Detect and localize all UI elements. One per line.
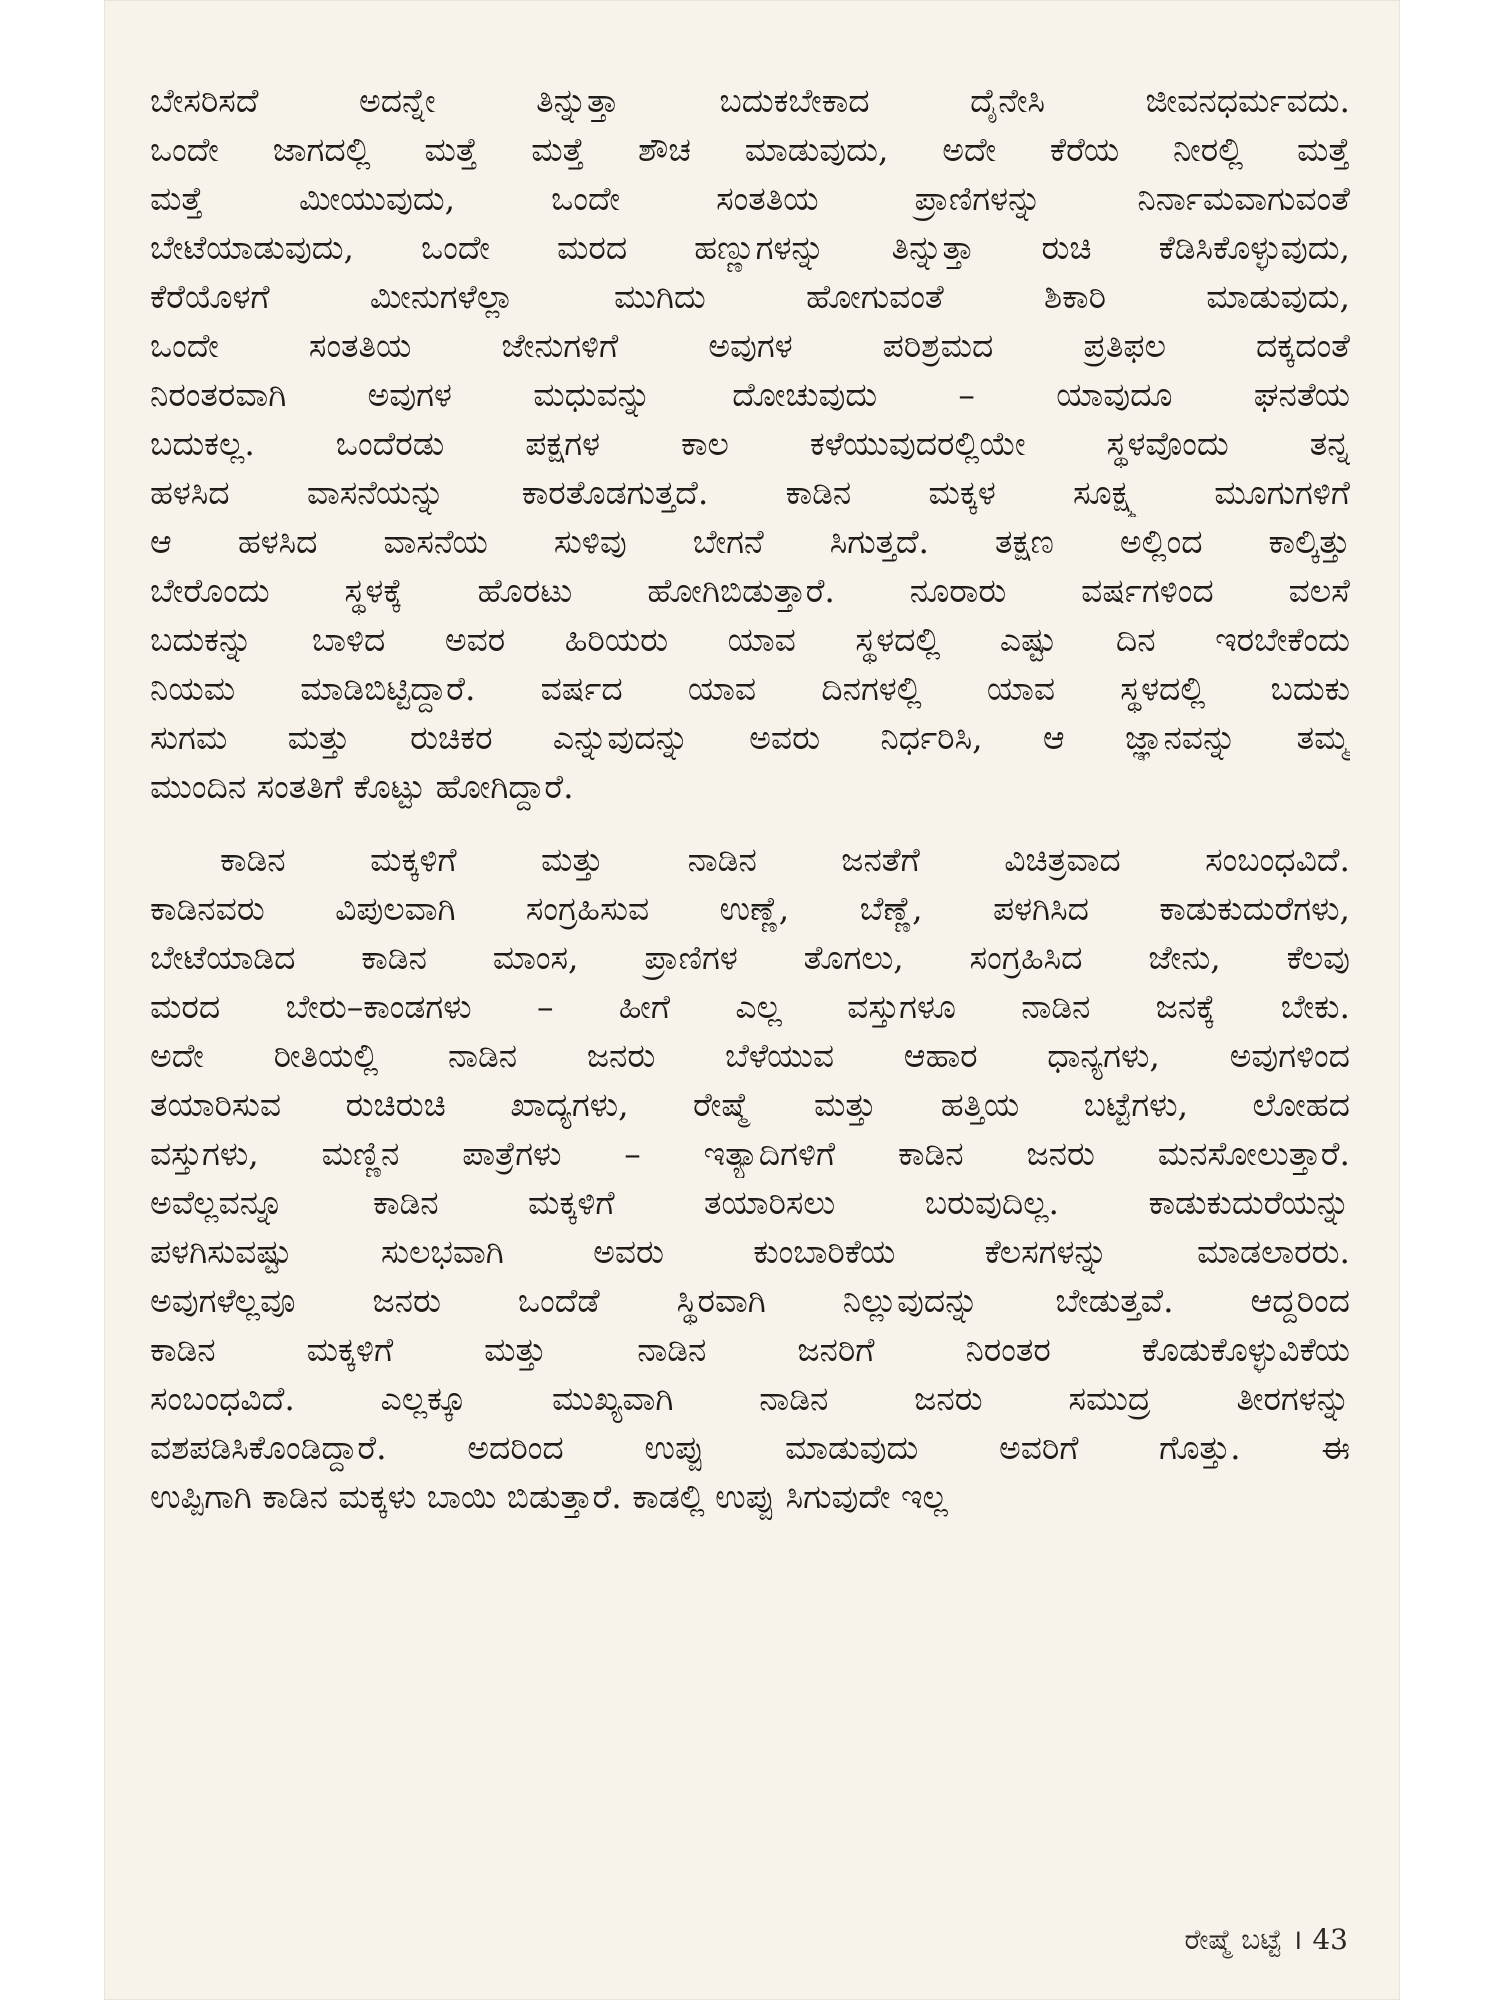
page-footer — [1184, 1920, 1348, 1958]
text-line: ಕಾಡಿನವರು ವಿಪುಲವಾಗಿ ಸಂಗ್ರಹಿಸುವ ಉಣ್ಣೆ, ಬೆಣ್ಣೆ, ಪಳಗಿಸಿದ ಕಾಡುಕುದುರೆಗಳು, — [150, 889, 1350, 928]
text-line: ತಯಾರಿಸುವ ರುಚಿರುಚಿ ಖಾದ್ಯಗಳು, ರೇಷ್ಮೆ ಮತ್ತು ಹತ್ತಿಯ ಬಟ್ಟೆಗಳು, ಲೋಹದ — [150, 1085, 1350, 1124]
text-line: ಒಂದೇ ಸಂತತಿಯ ಜೇನುಗಳಿಗೆ ಅವುಗಳ ಪರಿಶ್ರಮದ ಪ್ರತಿಫಲ ದಕ್ಕದಂತೆ — [150, 326, 1350, 365]
text-line: ವಸ್ತುಗಳು, ಮಣ್ಣಿನ ಪಾತ್ರೆಗಳು – ಇತ್ಯಾದಿಗಳಿಗೆ ಕಾಡಿನ ಜನರು ಮನಸೋಲುತ್ತಾರೆ. — [150, 1134, 1350, 1173]
text-line: ಮತ್ತೆ ಮೀಯುವುದು, ಒಂದೇ ಸಂತತಿಯ ಪ್ರಾಣಿಗಳನ್ನು ನಿರ್ನಾಮವಾಗುವಂತೆ — [150, 179, 1350, 218]
text-line: ಬದುಕಲ್ಲ. ಒಂದೆರಡು ಪಕ್ಷಗಳ ಕಾಲ ಕಳೆಯುವುದರಲ್ಲಿಯೇ ಸ್ಥಳವೊಂದು ತನ್ನ — [150, 424, 1350, 463]
running-title: ರೇಷ್ಮೆ ಬಟ್ಟೆ — [1184, 1923, 1282, 1956]
text-line: ಒಂದೇ ಜಾಗದಲ್ಲಿ ಮತ್ತೆ ಮತ್ತೆ ಶೌಚ ಮಾಡುವುದು, ಅದೇ ಕೆರೆಯ ನೀರಲ್ಲಿ ಮತ್ತೆ — [150, 130, 1350, 169]
text-line: ಮರದ ಬೇರು–ಕಾಂಡಗಳು – ಹೀಗೆ ಎಲ್ಲ ವಸ್ತುಗಳೂ ನಾಡಿನ ಜನಕ್ಕೆ ಬೇಕು. — [150, 987, 1350, 1026]
text-line: ಅವುಗಳೆಲ್ಲವೂ ಜನರು ಒಂದೆಡೆ ಸ್ಥಿರವಾಗಿ ನಿಲ್ಲುವುದನ್ನು ಬೇಡುತ್ತವೆ. ಆದ್ದರಿಂದ — [150, 1281, 1350, 1320]
paragraph — [150, 835, 1350, 1521]
body-text — [150, 76, 1350, 1836]
page-number: 43 — [1312, 1923, 1348, 1956]
text-line: ಆ ಹಳಸಿದ ವಾಸನೆಯ ಸುಳಿವು ಬೇಗನೆ ಸಿಗುತ್ತದೆ. ತಕ್ಷಣ ಅಲ್ಲಿಂದ ಕಾಲ್ಕಿತ್ತು — [150, 522, 1350, 561]
text-line: ಬೇಟೆಯಾಡುವುದು, ಒಂದೇ ಮರದ ಹಣ್ಣುಗಳನ್ನು ತಿನ್ನುತ್ತಾ ರುಚಿ ಕೆಡಿಸಿಕೊಳ್ಳುವುದು, — [150, 228, 1350, 267]
text-line: ನಿರಂತರವಾಗಿ ಅವುಗಳ ಮಧುವನ್ನು ದೋಚುವುದು – ಯಾವುದೂ ಘನತೆಯ — [150, 375, 1350, 414]
text-line: ಅದೇ ರೀತಿಯಲ್ಲಿ ನಾಡಿನ ಜನರು ಬೆಳೆಯುವ ಆಹಾರ ಧಾನ್ಯಗಳು, ಅವುಗಳಿಂದ — [150, 1036, 1350, 1075]
text-line: ಪಳಗಿಸುವಷ್ಟು ಸುಲಭವಾಗಿ ಅವರು ಕುಂಬಾರಿಕೆಯ ಕೆಲಸಗಳನ್ನು ಮಾಡಲಾರರು. — [150, 1232, 1350, 1271]
footer-separator: । — [1291, 1923, 1303, 1956]
text-line: ಬೇಸರಿಸದೆ ಅದನ್ನೇ ತಿನ್ನುತ್ತಾ ಬದುಕಬೇಕಾದ ದೈನೇಸಿ ಜೀವನಧರ್ಮವದು. — [150, 81, 1350, 120]
paragraph — [150, 76, 1350, 811]
text-line: ಉಪ್ಪಿಗಾಗಿ ಕಾಡಿನ ಮಕ್ಕಳು ಬಾಯಿ ಬಿಡುತ್ತಾರೆ. ಕಾಡಲ್ಲಿ ಉಪ್ಪು ಸಿಗುವುದೇ ಇಲ್ಲ — [150, 1477, 948, 1516]
text-line: ಸುಗಮ ಮತ್ತು ರುಚಿಕರ ಎನ್ನುವುದನ್ನು ಅವರು ನಿರ್ಧರಿಸಿ, ಆ ಜ್ಞಾನವನ್ನು ತಮ್ಮ — [150, 718, 1350, 757]
text-line: ಮುಂದಿನ ಸಂತತಿಗೆ ಕೊಟ್ಟು ಹೋಗಿದ್ದಾರೆ. — [150, 767, 574, 806]
paragraph-gap — [150, 811, 1350, 835]
text-line: ಹಳಸಿದ ವಾಸನೆಯನ್ನು ಕಾರತೊಡಗುತ್ತದೆ. ಕಾಡಿನ ಮಕ್ಕಳ ಸೂಕ್ಷ್ಮ ಮೂಗುಗಳಿಗೆ — [150, 473, 1350, 512]
text-line: ಬೇರೊಂದು ಸ್ಥಳಕ್ಕೆ ಹೊರಟು ಹೋಗಿಬಿಡುತ್ತಾರೆ. ನೂರಾರು ವರ್ಷಗಳಿಂದ ವಲಸೆ — [150, 571, 1350, 610]
text-line: ವಶಪಡಿಸಿಕೊಂಡಿದ್ದಾರೆ. ಅದರಿಂದ ಉಪ್ಪು ಮಾಡುವುದು ಅವರಿಗೆ ಗೊತ್ತು. ಈ — [150, 1428, 1350, 1467]
text-line: ಕಾಡಿನ ಮಕ್ಕಳಿಗೆ ಮತ್ತು ನಾಡಿನ ಜನರಿಗೆ ನಿರಂತರ ಕೊಡುಕೊಳ್ಳುವಿಕೆಯ — [150, 1330, 1350, 1369]
text-line: ಬದುಕನ್ನು ಬಾಳಿದ ಅವರ ಹಿರಿಯರು ಯಾವ ಸ್ಥಳದಲ್ಲಿ ಎಷ್ಟು ದಿನ ಇರಬೇಕೆಂದು — [150, 620, 1350, 659]
text-line: ಸಂಬಂಧವಿದೆ. ಎಲ್ಲಕ್ಕೂ ಮುಖ್ಯವಾಗಿ ನಾಡಿನ ಜನರು ಸಮುದ್ರ ತೀರಗಳನ್ನು — [150, 1379, 1350, 1418]
text-line: ನಿಯಮ ಮಾಡಿಬಿಟ್ಟಿದ್ದಾರೆ. ವರ್ಷದ ಯಾವ ದಿನಗಳಲ್ಲಿ ಯಾವ ಸ್ಥಳದಲ್ಲಿ ಬದುಕು — [150, 669, 1350, 708]
text-line: ಕೆರೆಯೊಳಗೆ ಮೀನುಗಳೆಲ್ಲಾ ಮುಗಿದು ಹೋಗುವಂತೆ ಶಿಕಾರಿ ಮಾಡುವುದು, — [150, 277, 1350, 316]
text-line: ಬೇಟೆಯಾಡಿದ ಕಾಡಿನ ಮಾಂಸ, ಪ್ರಾಣಿಗಳ ತೊಗಲು, ಸಂಗ್ರಹಿಸಿದ ಜೇನು, ಕೆಲವು — [150, 938, 1350, 977]
text-line: ಅವೆಲ್ಲವನ್ನೂ ಕಾಡಿನ ಮಕ್ಕಳಿಗೆ ತಯಾರಿಸಲು ಬರುವುದಿಲ್ಲ. ಕಾಡುಕುದುರೆಯನ್ನು — [150, 1183, 1350, 1222]
text-line: ಕಾಡಿನ ಮಕ್ಕಳಿಗೆ ಮತ್ತು ನಾಡಿನ ಜನತೆಗೆ ವಿಚಿತ್ರವಾದ ಸಂಬಂಧವಿದೆ. — [220, 840, 1350, 879]
